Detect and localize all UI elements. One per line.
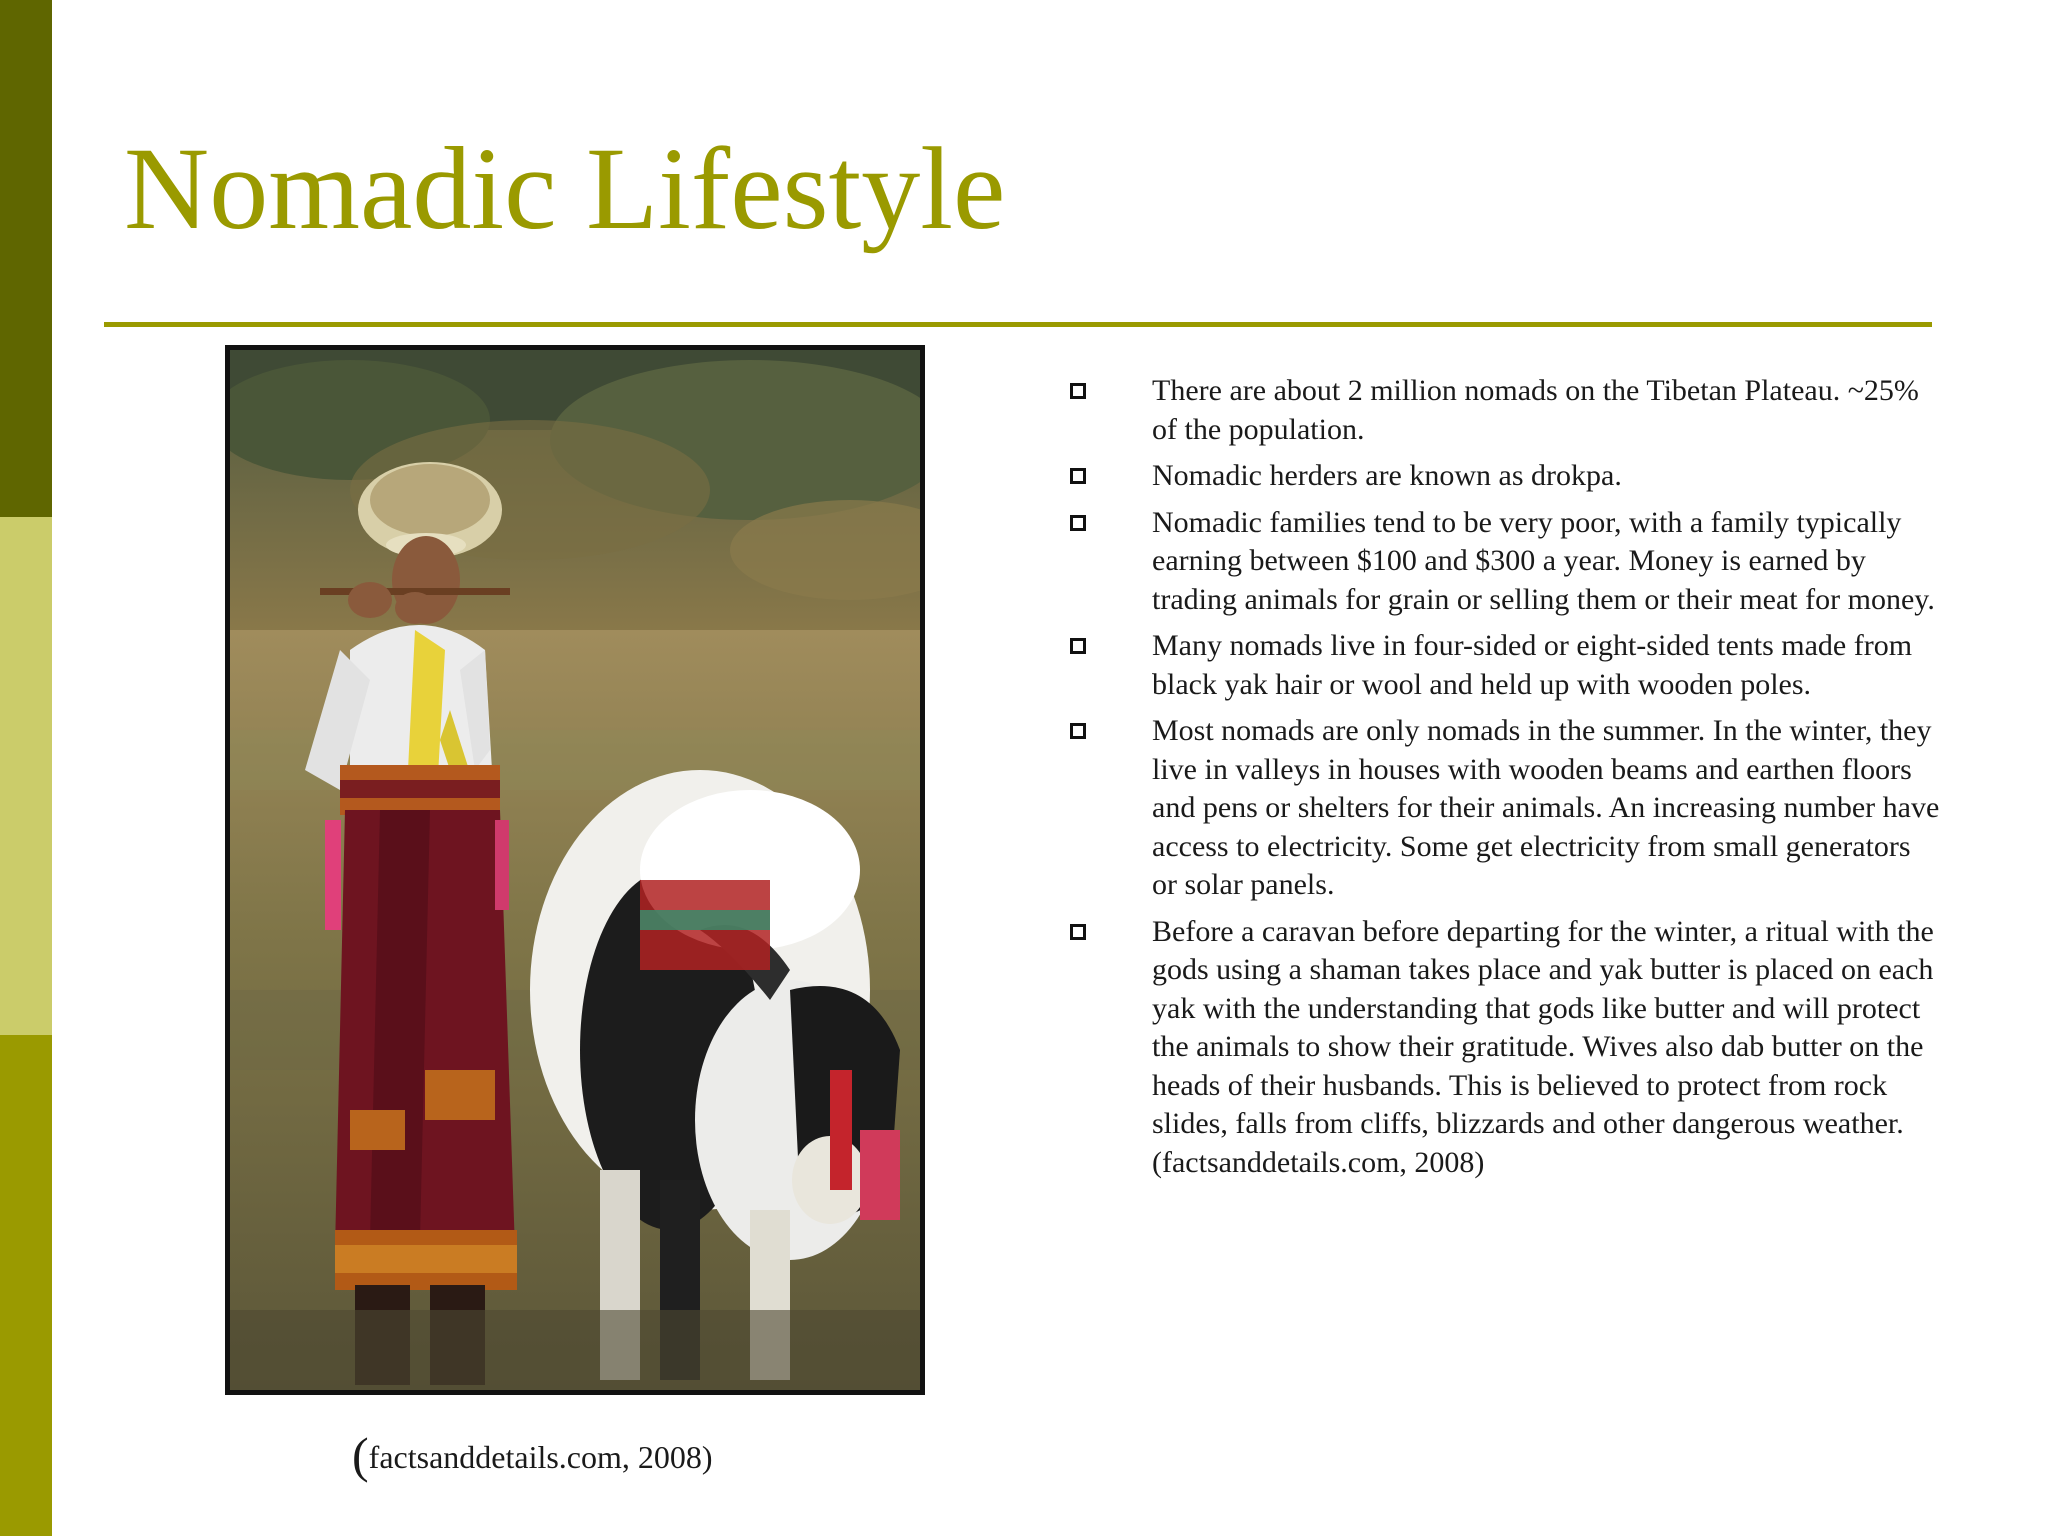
bullet-item <box>1070 712 1940 905</box>
bullet-item <box>1070 457 1940 496</box>
square-bullet-icon <box>1070 638 1086 654</box>
nomad-with-yak-photo <box>225 345 925 1395</box>
square-bullet-icon <box>1070 383 1086 399</box>
bullet-item <box>1070 913 1940 1183</box>
bullet-text: Before a caravan before departing for the winter, a ritual with the gods using a shaman takes place and yak butter is placed on each yak with the understanding that gods like butter and will protect the animals to show their gratitude. Wives also dab butter on the heads of their husbands. This is believed to protect from rock slides, falls from cliffs, blizzards and other dangerous weather. (factsanddetails.com, 2008) <box>1152 914 1934 1179</box>
photo-caption <box>352 1426 713 1484</box>
bullet-item <box>1070 627 1940 704</box>
square-bullet-icon <box>1070 723 1086 739</box>
photo-caption-source: factsanddetails.com, 2008) <box>368 1439 713 1475</box>
square-bullet-icon <box>1070 924 1086 940</box>
title-divider <box>104 322 1932 327</box>
slide-title: Nomadic Lifestyle <box>124 123 1006 254</box>
bullet-list <box>1070 372 1940 1190</box>
bullet-text: Nomadic families tend to be very poor, with a family typically earning between $100 and $300 a year. Money is earned by trading animals for grain or selling them or their meat for money. <box>1152 505 1935 616</box>
side-bar-top <box>0 0 52 517</box>
square-bullet-icon <box>1070 468 1086 484</box>
bullet-text: Nomadic herders are known as drokpa. <box>1152 459 1622 492</box>
square-bullet-icon <box>1070 515 1086 531</box>
side-bar-middle <box>0 517 52 1035</box>
bullet-item <box>1070 372 1940 449</box>
side-bar-bottom <box>0 1035 52 1536</box>
bullet-text: There are about 2 million nomads on the Tibetan Plateau. ~25% of the population. <box>1152 374 1919 446</box>
bullet-text: Most nomads are only nomads in the summer. In the winter, they live in valleys in houses with wooden beams and earthen floors and pens or shelters for their animals. An increasing number have access to electricity. Some get electricity from small generators or solar panels. <box>1152 714 1940 901</box>
nomad-with-yak-illustration <box>230 350 920 1390</box>
photo-caption-open-paren: ( <box>352 1427 369 1483</box>
bullet-item <box>1070 504 1940 620</box>
bullet-text: Many nomads live in four-sided or eight-sided tents made from black yak hair or wool and held up with wooden poles. <box>1152 629 1913 701</box>
